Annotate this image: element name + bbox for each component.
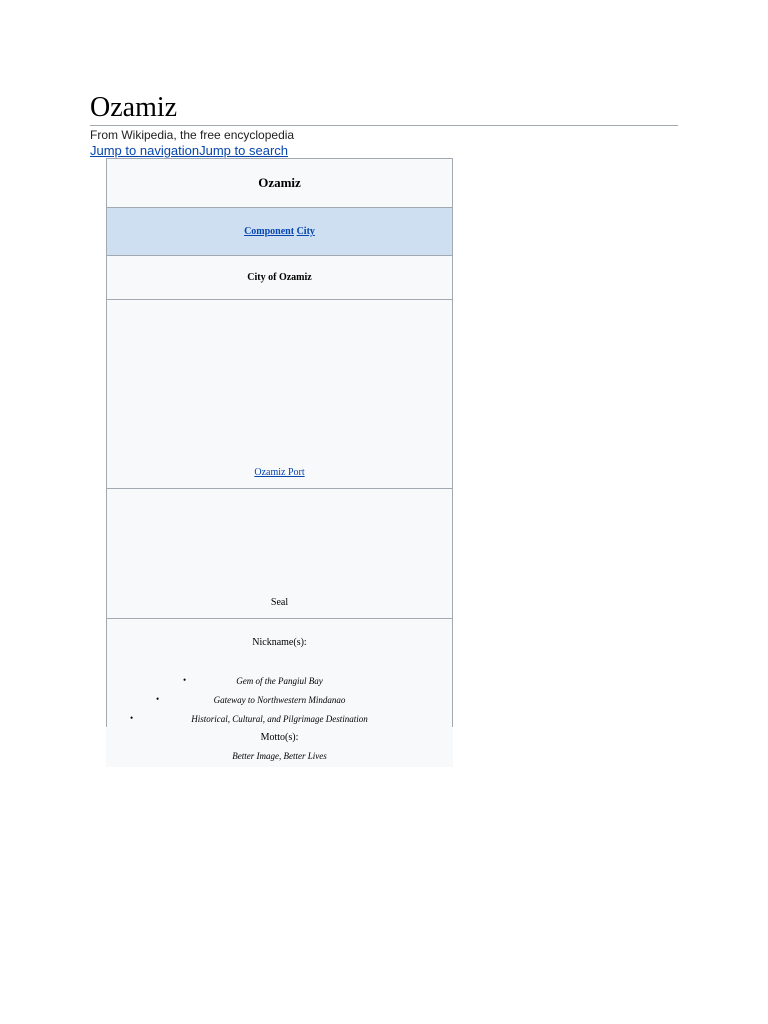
bullet-icon: • [183, 675, 187, 685]
jump-links [90, 143, 288, 159]
infobox-image [107, 300, 452, 489]
motto-value: Better Image, Better Lives [232, 751, 327, 761]
city-link[interactable]: City [296, 226, 315, 237]
infobox-nicknames [107, 619, 452, 729]
ozamiz-port-link[interactable]: Ozamiz Port [254, 467, 305, 478]
seal-caption: Seal [270, 597, 289, 608]
nickname-item: Historical, Cultural, and Pilgrimage Destination [191, 714, 368, 724]
infobox-city-type [107, 208, 452, 256]
nickname-item: Gateway to Northwestern Mindanao [213, 695, 346, 705]
title-divider [90, 125, 678, 126]
infobox-seal [107, 489, 452, 619]
nickname-item: Gem of the Pangiul Bay [236, 676, 323, 686]
component-link[interactable]: Component [244, 226, 295, 237]
infobox-motto [106, 727, 453, 767]
site-tagline: From Wikipedia, the free encyclopedia [90, 128, 295, 142]
image-caption [107, 467, 452, 478]
infobox-official-name: City of Ozamiz [107, 256, 452, 300]
jump-to-navigation-link[interactable]: Jump to navigation [90, 143, 200, 158]
jump-to-search-link[interactable]: Jump to search [199, 143, 288, 158]
page-title: Ozamiz [90, 92, 178, 123]
bullet-icon: • [156, 694, 160, 704]
motto-label: Motto(s): [260, 732, 299, 743]
bullet-icon: • [130, 713, 134, 723]
nickname-label: Nickname(s): [252, 637, 307, 648]
infobox-title: Ozamiz [107, 159, 452, 208]
infobox [106, 158, 453, 729]
